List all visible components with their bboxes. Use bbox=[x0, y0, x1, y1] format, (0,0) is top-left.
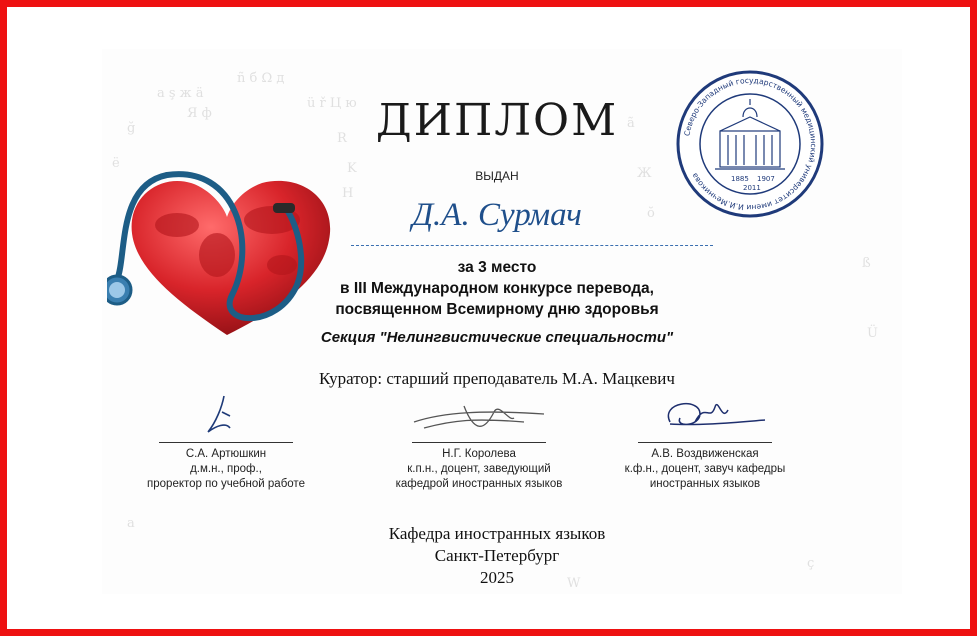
signature-line bbox=[638, 442, 772, 443]
svg-text:ß: ß bbox=[862, 256, 871, 271]
svg-text:R: R bbox=[337, 131, 347, 146]
svg-text:Ü: Ü bbox=[867, 326, 878, 341]
svg-text:ã: ã bbox=[627, 116, 635, 131]
signatory-role: к.п.н., доцент, заведующий bbox=[407, 463, 551, 475]
svg-text:ü ř Ц ю: ü ř Ц ю bbox=[307, 96, 357, 111]
signatory-name: А.В. Воздвиженская bbox=[651, 448, 759, 460]
signatory-role: кафедрой иностранных языков bbox=[395, 478, 563, 490]
section-label: Секция "Нелингвистические специальности" bbox=[320, 329, 674, 346]
signatory-koroleva bbox=[374, 392, 584, 492]
svg-text:a ş ж ä: a ş ж ä bbox=[157, 86, 204, 101]
svg-text:K: K bbox=[347, 161, 357, 176]
award-place: за 3 место bbox=[457, 259, 537, 276]
svg-text:Ж: Ж bbox=[637, 166, 652, 181]
footer-department: Кафедра иностранных языков bbox=[388, 524, 606, 543]
svg-text:ë: ë bbox=[112, 156, 120, 171]
university-seal-logo bbox=[675, 69, 825, 219]
signature-line bbox=[159, 442, 293, 443]
signatory-name: Н.Г. Королева bbox=[442, 448, 516, 460]
signatory-artyushkin bbox=[121, 392, 331, 492]
signature-vozdvizhenskaya bbox=[640, 392, 770, 440]
award-contest: в III Международном конкурсе перевода, bbox=[340, 280, 654, 297]
issued-label: ВЫДАН bbox=[475, 169, 519, 183]
seal-year-1907: 1907 bbox=[757, 175, 775, 183]
seal-year-1885: 1885 bbox=[731, 175, 749, 183]
svg-text:ŏ: ŏ bbox=[647, 206, 655, 221]
signatory-role: к.ф.н., доцент, завуч кафедры bbox=[624, 463, 786, 475]
footer-year: 2025 bbox=[480, 568, 514, 587]
svg-text:a: a bbox=[127, 516, 135, 531]
svg-text:ñ б Ω д: ñ б Ω д bbox=[237, 71, 285, 86]
signatory-role: иностранных языков bbox=[649, 478, 761, 490]
signatory-role: д.м.н., проф., bbox=[190, 463, 262, 475]
svg-text:ğ: ğ bbox=[127, 121, 136, 136]
svg-text:H: H bbox=[342, 186, 354, 201]
svg-text:Северо-Западный государственны: Северо-Западный государственный медицинский университет имени И.И.Мечникова bbox=[682, 75, 819, 213]
signatory-vozdvizhenskaya bbox=[600, 392, 810, 492]
signature-line bbox=[412, 442, 546, 443]
signatory-name: С.А. Артюшкин bbox=[185, 448, 267, 460]
footer-city: Санкт-Петербург bbox=[434, 546, 560, 565]
svg-text:ç: ç bbox=[807, 556, 815, 571]
svg-text:W: W bbox=[567, 576, 581, 591]
recipient-name: Д.А. Сурмач bbox=[412, 197, 582, 233]
footer bbox=[297, 523, 697, 589]
diploma-title: ДИПЛОМ bbox=[375, 95, 619, 146]
signatory-role: проректор по учебной работе bbox=[147, 478, 305, 490]
seal-year-2011: 2011 bbox=[743, 184, 761, 192]
signature-koroleva bbox=[404, 392, 554, 440]
recipient-underline bbox=[351, 245, 713, 246]
curator-line: Куратор: старший преподаватель М.А. Мацкевич bbox=[319, 369, 675, 388]
svg-text:Я ф: Я ф bbox=[187, 106, 212, 121]
award-text bbox=[277, 257, 717, 320]
award-dedication: посвященном Всемирному дню здоровья bbox=[335, 301, 659, 318]
signature-artyushkin bbox=[196, 392, 256, 440]
